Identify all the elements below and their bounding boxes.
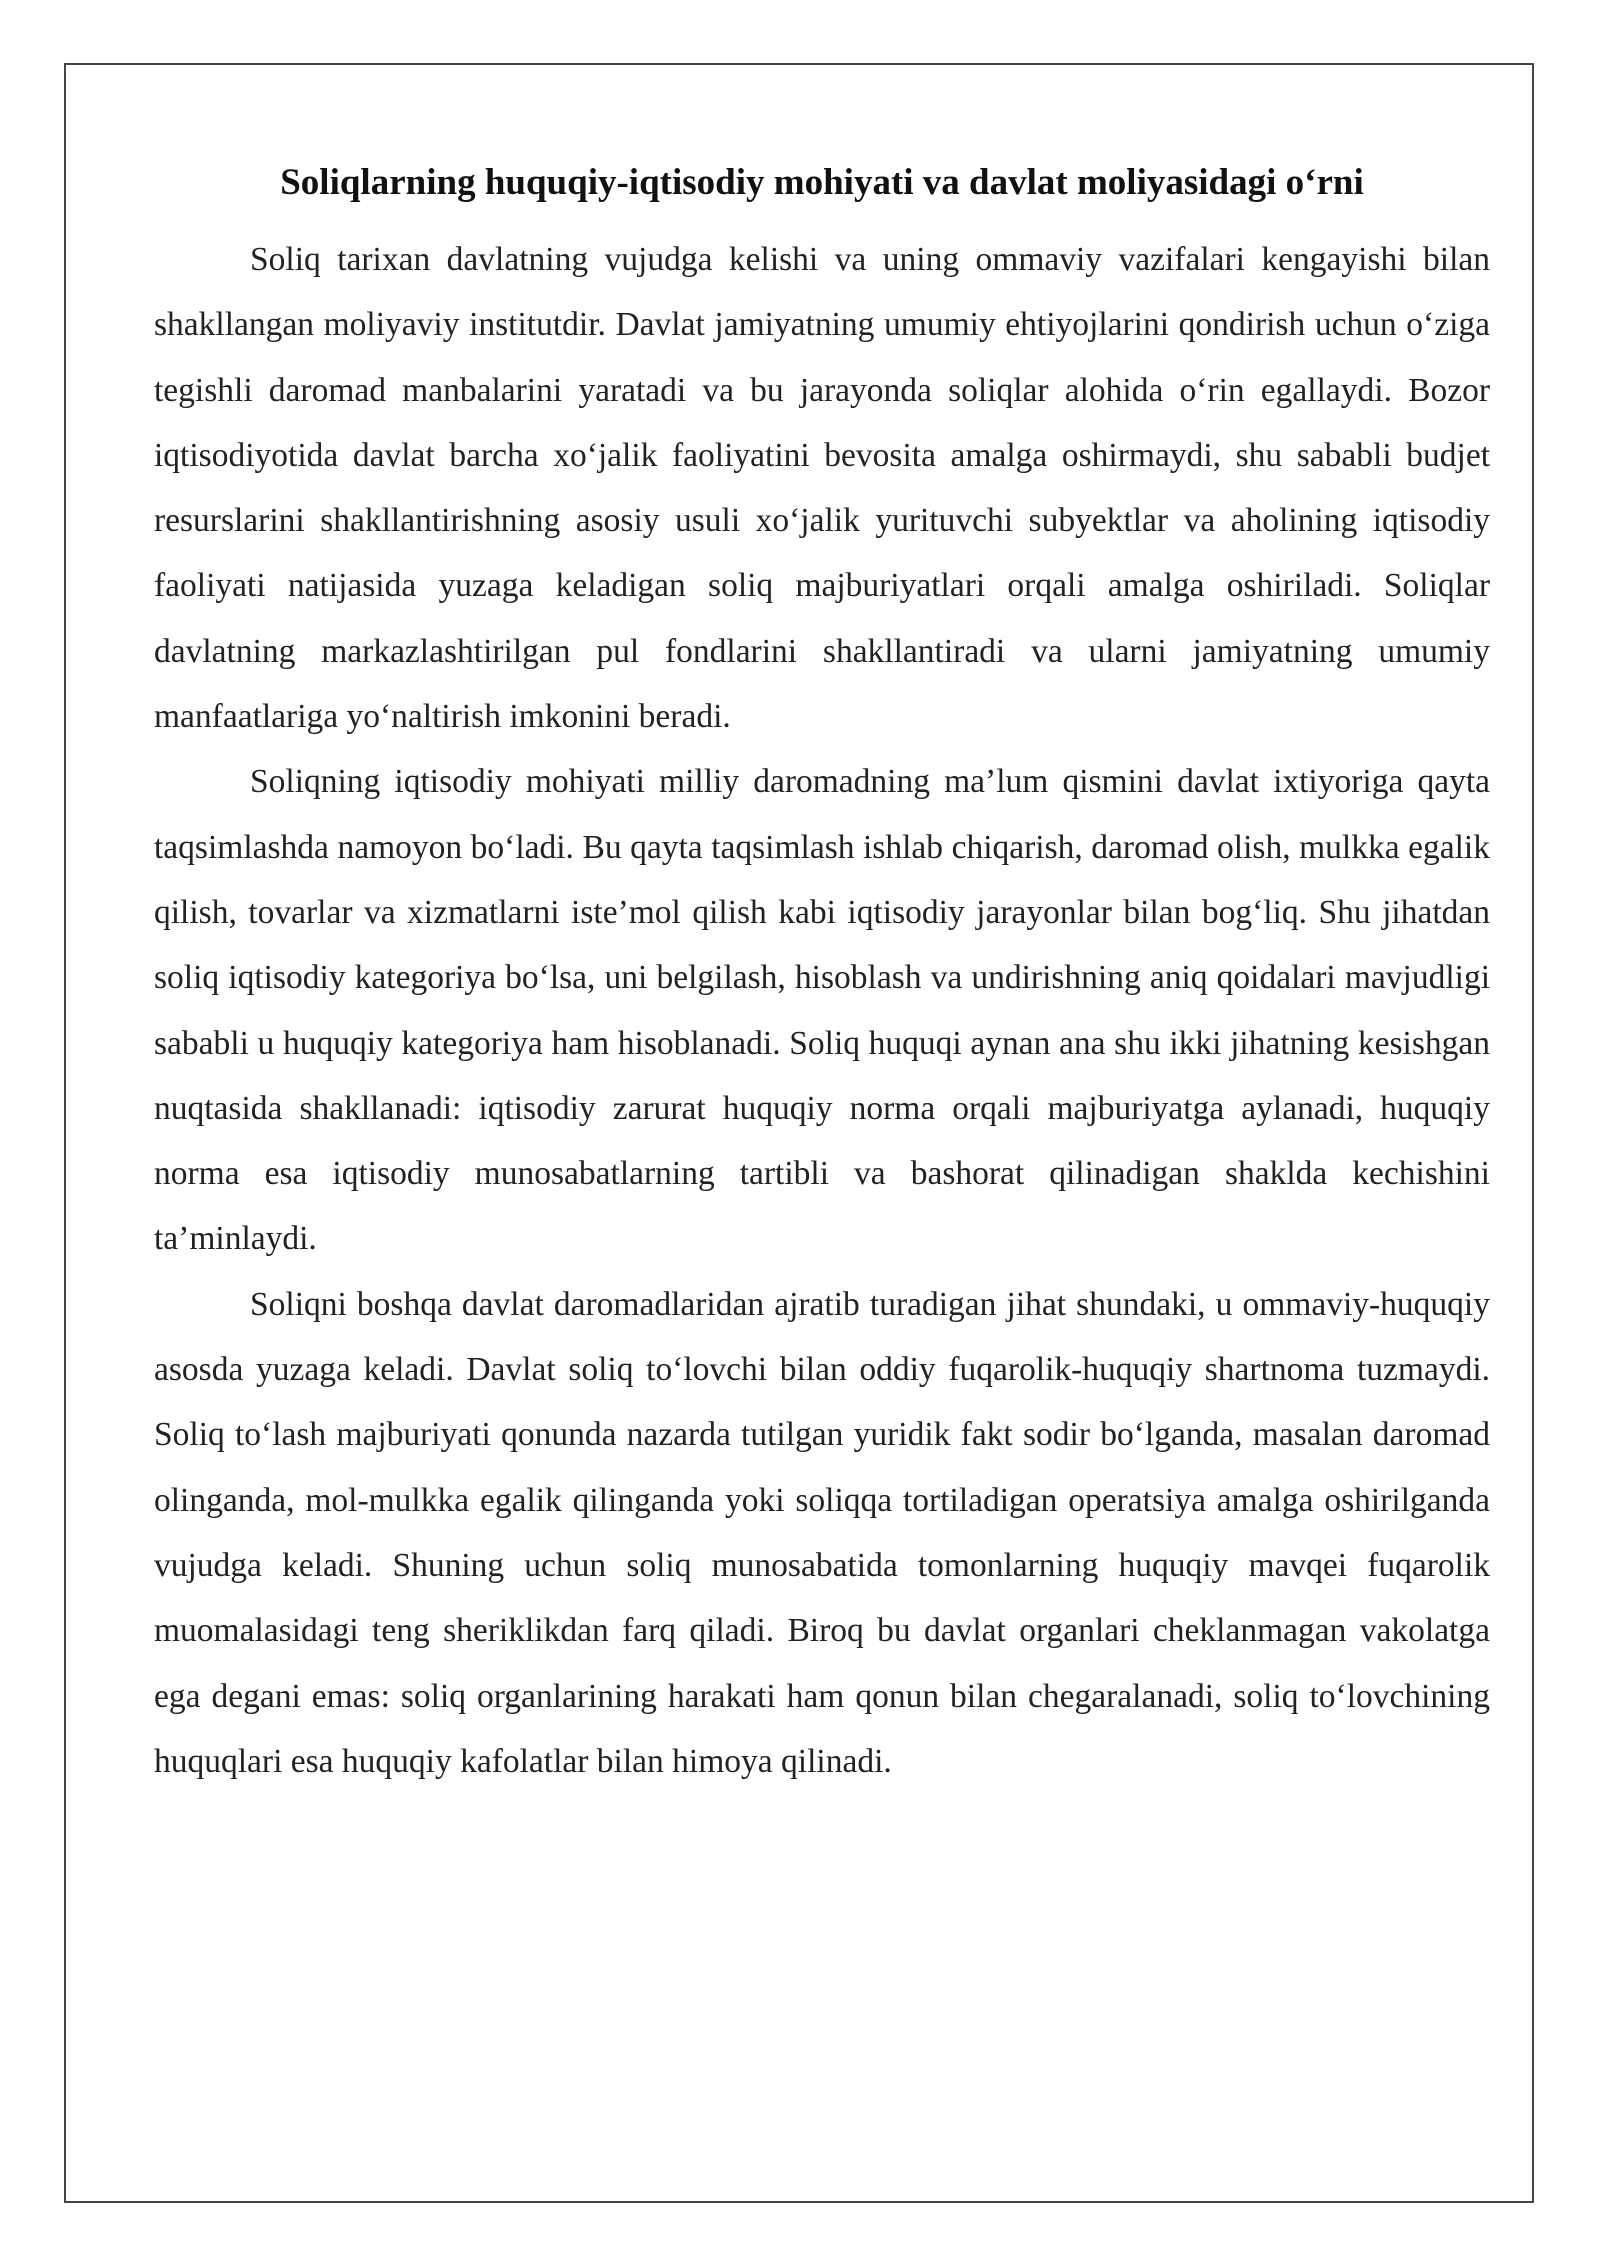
document-page xyxy=(64,63,1534,2203)
paragraph-1: Soliq tarixan davlatning vujudga kelishi va uning ommaviy vazifalari kengayishi bilan shakllangan moliyaviy institutdir. Davlat jamiyatning umumiy ehtiyojlarini qondirish uchun o‘ziga tegishli daromad manbalarini yaratadi va bu jarayonda soliqlar alohida o‘rin egallaydi. Bozor iqtisodiyotida davlat barcha xo‘jalik faoliyatini bevosita amalga oshirmaydi, shu sababli budjet resurslarini shakllantirishning asosiy usuli xo‘jalik yurituvchi subyektlar va aholining iqtisodiy faoliyati natijasida yuzaga keladigan soliq majburiyatlari orqali amalga oshiriladi. Soliqlar davlatning markazlashtirilgan pul fondlarini shakllantiradi va ularni jamiyatning umumiy manfaatlariga yo‘naltirish imkonini beradi. xyxy=(154,241,1490,736)
paragraph-2: Soliqning iqtisodiy mohiyati milliy daromadning ma’lum qismini davlat ixtiyoriga qayta taqsimlashda namoyon bo‘ladi. Bu qayta taqsimlash ishlab chiqarish, daromad olish, mulkka egalik qilish, tovarlar va xizmatlarni iste’mol qilish kabi iqtisodiy jarayonlar bilan bog‘liq. Shu jihatdan soliq iqtisodiy kategoriya bo‘lsa, uni belgilash, hisoblash va undirishning aniq qoidalari mavjudligi sababli u huquqiy kategoriya ham hisoblanadi. Soliq huquqi aynan ana shu ikki jihatning kesishgan nuqtasida shakllanadi: iqtisodiy zarurat huquqiy norma orqali majburiyatga aylanadi, huquqiy norma esa iqtisodiy munosabatlarning tartibli va bashorat qilinadigan shaklda kechishini ta’minlaydi. xyxy=(154,763,1490,1258)
document-title: Soliqlarning huquqiy-iqtisodiy mohiyati va davlat moliyasidagi o‘rni xyxy=(280,162,1364,203)
document-body xyxy=(154,155,1490,1794)
paragraph-3: Soliqni boshqa davlat daromadlaridan ajratib turadigan jihat shundaki, u ommaviy-huquqiy asosda yuzaga keladi. Davlat soliq to‘lovchi bilan oddiy fuqarolik-huquqiy shartnoma tuzmaydi. Soliq to‘lash majburiyati qonunda nazarda tutilgan yuridik fakt sodir bo‘lganda, masalan daromad olinganda, mol-mulkka egalik qilinganda yoki soliqqa tortiladigan operatsiya amalga oshirilganda vujudga keladi. Shuning uchun soliq munosabatida tomonlarning huquqiy mavqei fuqarolik muomalasidagi teng sheriklikdan farq qiladi. Biroq bu davlat organlari cheklanmagan vakolatga ega degani emas: soliq organlarining harakati ham qonun bilan chegaralanadi, soliq to‘lovchining huquqlari esa huquqiy kafolatlar bilan himoya qilinadi. xyxy=(154,1285,1490,1780)
